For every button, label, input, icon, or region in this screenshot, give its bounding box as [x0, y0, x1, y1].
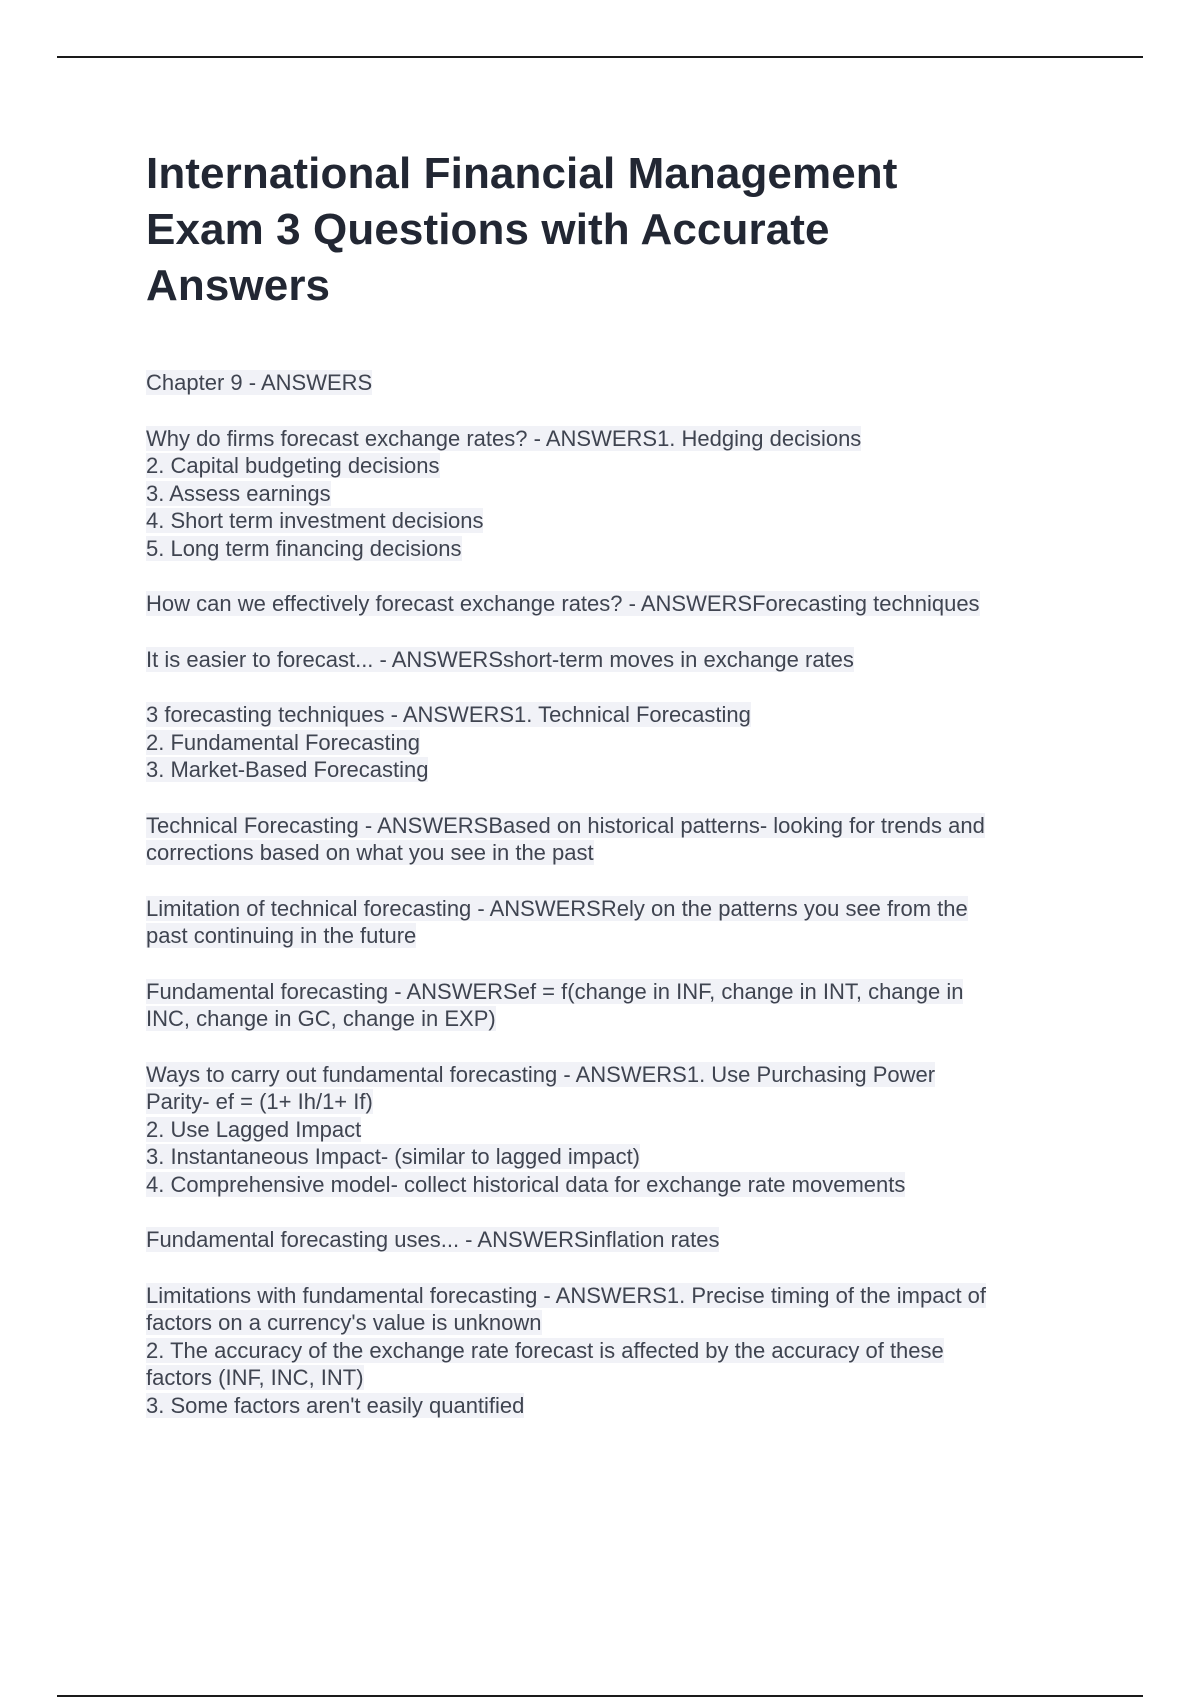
qa-item [146, 812, 1106, 867]
text-line: 3. Assess earnings [146, 480, 331, 506]
title-line: Answers [146, 261, 331, 310]
text-line: It is easier to forecast... - ANSWERSshort-term moves in exchange rates [146, 646, 854, 672]
document-body [146, 146, 1106, 1447]
document-title [146, 146, 1106, 314]
text-line: 2. Capital budgeting decisions [146, 453, 440, 478]
text-line: Chapter 9 - ANSWERS [146, 370, 373, 395]
text-line: Limitations with fundamental forecasting - ANSWERS1. Precise timing of the impact of [146, 1282, 987, 1308]
text-line: 2. The accuracy of the exchange rate forecast is affected by the accuracy of these [146, 1337, 944, 1363]
text-line: past continuing in the future [146, 923, 417, 948]
text-line: 3. Some factors aren't easily quantified [146, 1392, 525, 1418]
qa-item [146, 590, 1106, 618]
qa-item [146, 646, 1106, 674]
text-line: Why do firms forecast exchange rates? - ANSWERS1. Hedging decisions [146, 425, 862, 451]
qa-item [146, 978, 1106, 1033]
text-line: 2. Use Lagged Impact [146, 1116, 362, 1142]
text-line: corrections based on what you see in the past [146, 840, 594, 865]
text-line: 4. Comprehensive model- collect historical data for exchange rate movements [146, 1171, 906, 1197]
qa-item [146, 895, 1106, 950]
chapter-heading [146, 369, 1106, 397]
text-line: 3 forecasting techniques - ANSWERS1. Technical Forecasting [146, 702, 751, 727]
text-line: 3. Instantaneous Impact- (similar to lagged impact) [146, 1144, 641, 1169]
title-line: Exam 3 Questions with Accurate [146, 205, 830, 254]
qa-list [146, 369, 1106, 1419]
text-line: 2. Fundamental Forecasting [146, 729, 420, 755]
text-line: INC, change in GC, change in EXP) [146, 1006, 496, 1031]
text-line: 4. Short term investment decisions [146, 508, 484, 533]
text-line: How can we effectively forecast exchange rates? - ANSWERSForecasting techniques [146, 591, 980, 616]
qa-item [146, 1282, 1106, 1420]
text-line: Limitation of technical forecasting - ANSWERSRely on the patterns you see from the [146, 895, 968, 921]
qa-item [146, 1061, 1106, 1199]
top-divider [57, 56, 1143, 58]
text-line: 3. Market-Based Forecasting [146, 757, 429, 782]
text-line: Ways to carry out fundamental forecasting - ANSWERS1. Use Purchasing Power [146, 1061, 936, 1087]
text-line: Parity- ef = (1+ Ih/1+ If) [146, 1089, 373, 1114]
bottom-divider [57, 1695, 1143, 1697]
text-line: Fundamental forecasting uses... - ANSWERSinflation rates [146, 1227, 720, 1252]
text-line: factors (INF, INC, INT) [146, 1365, 364, 1390]
qa-item [146, 1226, 1106, 1254]
text-line: Technical Forecasting - ANSWERSBased on historical patterns- looking for trends and [146, 812, 985, 838]
qa-item [146, 701, 1106, 784]
title-line: International Financial Management [146, 149, 898, 198]
text-line: Fundamental forecasting - ANSWERSef = f(change in INF, change in INT, change in [146, 978, 964, 1004]
text-line: 5. Long term financing decisions [146, 535, 462, 561]
text-line: factors on a currency's value is unknown [146, 1310, 542, 1335]
qa-item [146, 425, 1106, 563]
